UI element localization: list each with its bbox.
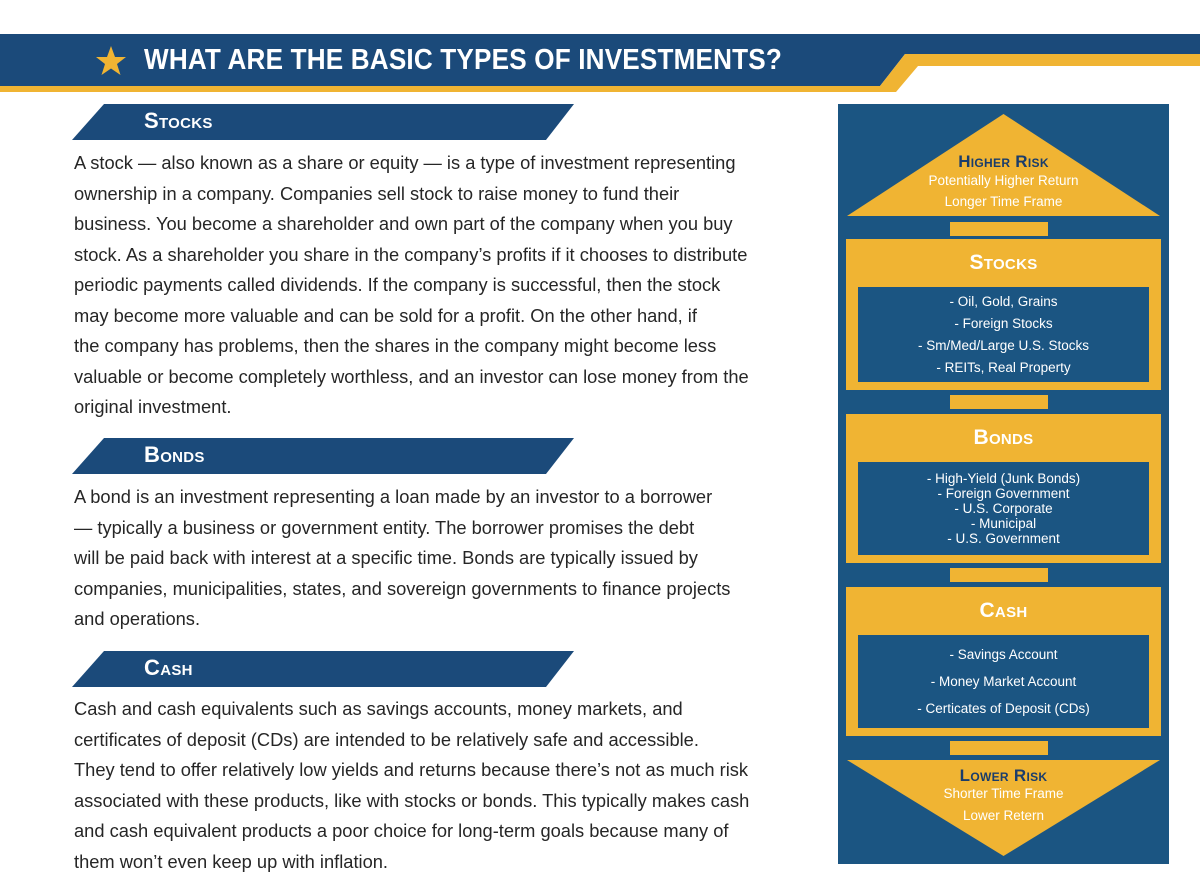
cash-heading: Cash <box>144 655 193 680</box>
text-line: them won’t even keep up with inflation. <box>74 850 389 872</box>
bonds-heading: Bonds <box>144 442 205 467</box>
tier-item: - High-Yield (Junk Bonds) <box>926 471 1081 486</box>
stocks-tier-body <box>846 287 1161 390</box>
higher-risk-line: Potentially Higher Return <box>928 173 1079 188</box>
text-line: They tend to offer relatively low yields and returns because there’s not as much risk <box>74 759 749 780</box>
cash-tier-title: Cash <box>846 587 1161 635</box>
star-icon <box>95 45 127 77</box>
lower-risk-line: Shorter Time Frame <box>943 786 1064 801</box>
bonds-tier-body <box>846 462 1161 563</box>
text-line: associated with these products, like with stocks or bonds. This typically makes cash <box>74 789 750 811</box>
text-line: original investment. <box>74 396 232 417</box>
higher-risk-label <box>838 152 1169 209</box>
text-line: stock. As a shareholder you share in the company’s profits if it chooses to distribute <box>74 243 748 265</box>
lower-risk-line: Lower Retern <box>962 808 1045 823</box>
bonds-tier-title: Bonds <box>846 414 1161 462</box>
tier-item: - Certicates of Deposit (CDs) <box>917 701 1090 716</box>
tier-connector <box>949 567 1049 583</box>
tier-item: - U.S. Government <box>947 531 1060 546</box>
text-line: business. You become a shareholder and own part of the company when you buy <box>74 213 733 234</box>
text-line: the company has problems, then the shares in the company might become less <box>74 335 717 356</box>
bonds-paragraph <box>74 482 834 635</box>
higher-risk-line: Longer Time Frame <box>944 194 1063 209</box>
stocks-tier-title: Stocks <box>846 239 1161 287</box>
tier-item: - REITs, Real Property <box>936 360 1071 375</box>
text-line: — typically a business or government entity. The borrower promises the debt <box>74 516 695 538</box>
tier-connector <box>949 394 1049 410</box>
bonds-tier-list <box>858 462 1149 555</box>
tier-item: - Foreign Stocks <box>954 316 1053 331</box>
text-line: A bond is an investment representing a loan made by an investor to a borrower <box>74 486 713 507</box>
tier-connector <box>949 740 1049 756</box>
text-line: periodic payments called dividends. If the company is successful, then the stock <box>74 274 721 295</box>
tier-item: - Foreign Government <box>937 486 1070 501</box>
tier-item: - U.S. Corporate <box>954 501 1053 516</box>
tier-item: - Money Market Account <box>930 674 1077 689</box>
tier-connector <box>949 221 1049 237</box>
text-line: ownership in a company. Companies sell stock to raise money to fund their <box>74 182 680 204</box>
tier-item: - Savings Account <box>949 647 1058 662</box>
lower-risk-label <box>838 766 1169 823</box>
cash-tier-list <box>858 635 1149 728</box>
text-line: A stock — also known as a share or equity — is a type of investment representing <box>74 152 736 173</box>
text-line: Cash and cash equivalents such as savings accounts, money markets, and <box>74 698 683 719</box>
page-title: WHAT ARE THE BASIC TYPES OF INVESTMENTS? <box>144 44 782 76</box>
tier-item: - Sm/Med/Large U.S. Stocks <box>917 338 1090 353</box>
stocks-heading: Stocks <box>144 108 213 133</box>
text-line: companies, municipalities, states, and sovereign governments to finance projects <box>74 577 731 599</box>
higher-risk-title: Higher Risk <box>958 152 1049 171</box>
text-line: valuable or become completely worthless, and an investor can lose money from the <box>74 365 749 387</box>
text-line: may become more valuable and can be sold for a profit. On the other hand, if <box>74 304 697 326</box>
text-line: and operations. <box>74 608 201 629</box>
cash-tier-body <box>846 635 1161 736</box>
tier-item: - Municipal <box>970 516 1037 531</box>
risk-pyramid-panel <box>838 104 1169 864</box>
text-line: certificates of deposit (CDs) are intended to be relatively safe and accessible. <box>74 728 699 750</box>
text-line: will be paid back with interest at a specific time. Bonds are typically issued by <box>74 547 698 568</box>
lower-risk-title: Lower Risk <box>959 766 1048 785</box>
cash-paragraph <box>74 694 834 877</box>
tier-item: - Oil, Gold, Grains <box>949 294 1058 309</box>
text-line: and cash equivalent products a poor choice for long-term goals because many of <box>74 820 729 841</box>
stocks-tier-list <box>858 287 1149 382</box>
stocks-paragraph <box>74 148 834 423</box>
